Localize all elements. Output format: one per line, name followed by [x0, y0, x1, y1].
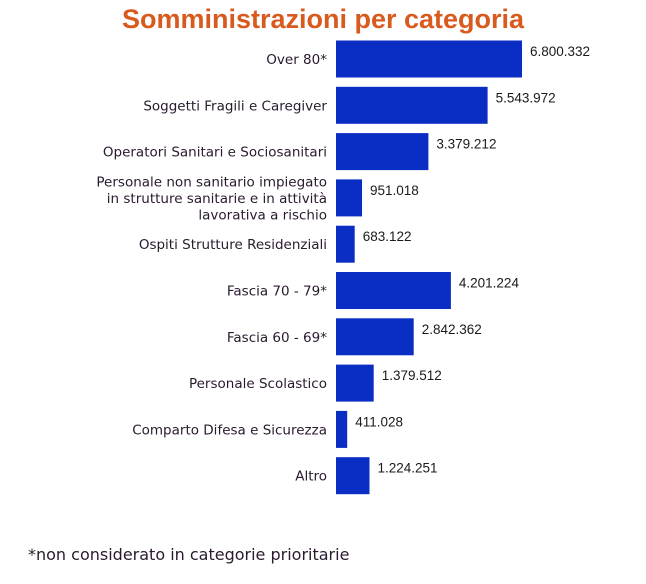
bar-5: [336, 272, 451, 309]
value-label-2: 3.379.212: [436, 136, 497, 152]
bar-8: [336, 411, 347, 448]
bar-3: [336, 179, 362, 216]
value-label-3: 951.018: [370, 182, 419, 198]
value-label-4: 683.122: [362, 229, 412, 245]
category-label-0: Over 80*: [266, 52, 327, 68]
value-label-8: 411.028: [355, 414, 404, 430]
category-label-6: Fascia 60 - 69*: [226, 329, 327, 346]
bar-9: [336, 457, 370, 494]
value-label-5: 4.201.224: [458, 275, 519, 291]
value-label-0: 6.800.332: [530, 44, 591, 59]
bar-4: [336, 226, 355, 263]
category-label-4: Ospiti Strutture Residenziali: [138, 237, 327, 254]
value-label-7: 1.379.512: [381, 368, 442, 384]
category-label-7: Personale Scolastico: [188, 376, 327, 393]
category-label-9: Altro: [295, 468, 327, 485]
footnote: *non considerato in categorie prioritarie: [28, 545, 350, 564]
bar-0: [336, 41, 522, 78]
category-label-5: Fascia 70 - 79*: [226, 283, 327, 300]
chart-title: Somministrazioni per categoria: [121, 4, 525, 34]
value-label-9: 1.224.251: [377, 460, 438, 476]
category-label-1: Soggetti Fragili e Caregiver: [143, 98, 327, 115]
bar-7: [336, 365, 374, 402]
bar-1: [336, 87, 488, 124]
bar-6: [336, 318, 414, 355]
value-label-1: 5.543.972: [495, 90, 556, 106]
value-label-6: 2.842.362: [421, 321, 482, 337]
category-label-8: Comparto Difesa e Sicurezza: [132, 422, 327, 439]
bar-2: [336, 133, 428, 170]
category-label-3: Personale non sanitario impiegato in strutture sanitarie e in attività lavorativa a rischio: [96, 174, 327, 224]
category-label-2: Operatori Sanitari e Sociosanitari: [102, 144, 327, 161]
